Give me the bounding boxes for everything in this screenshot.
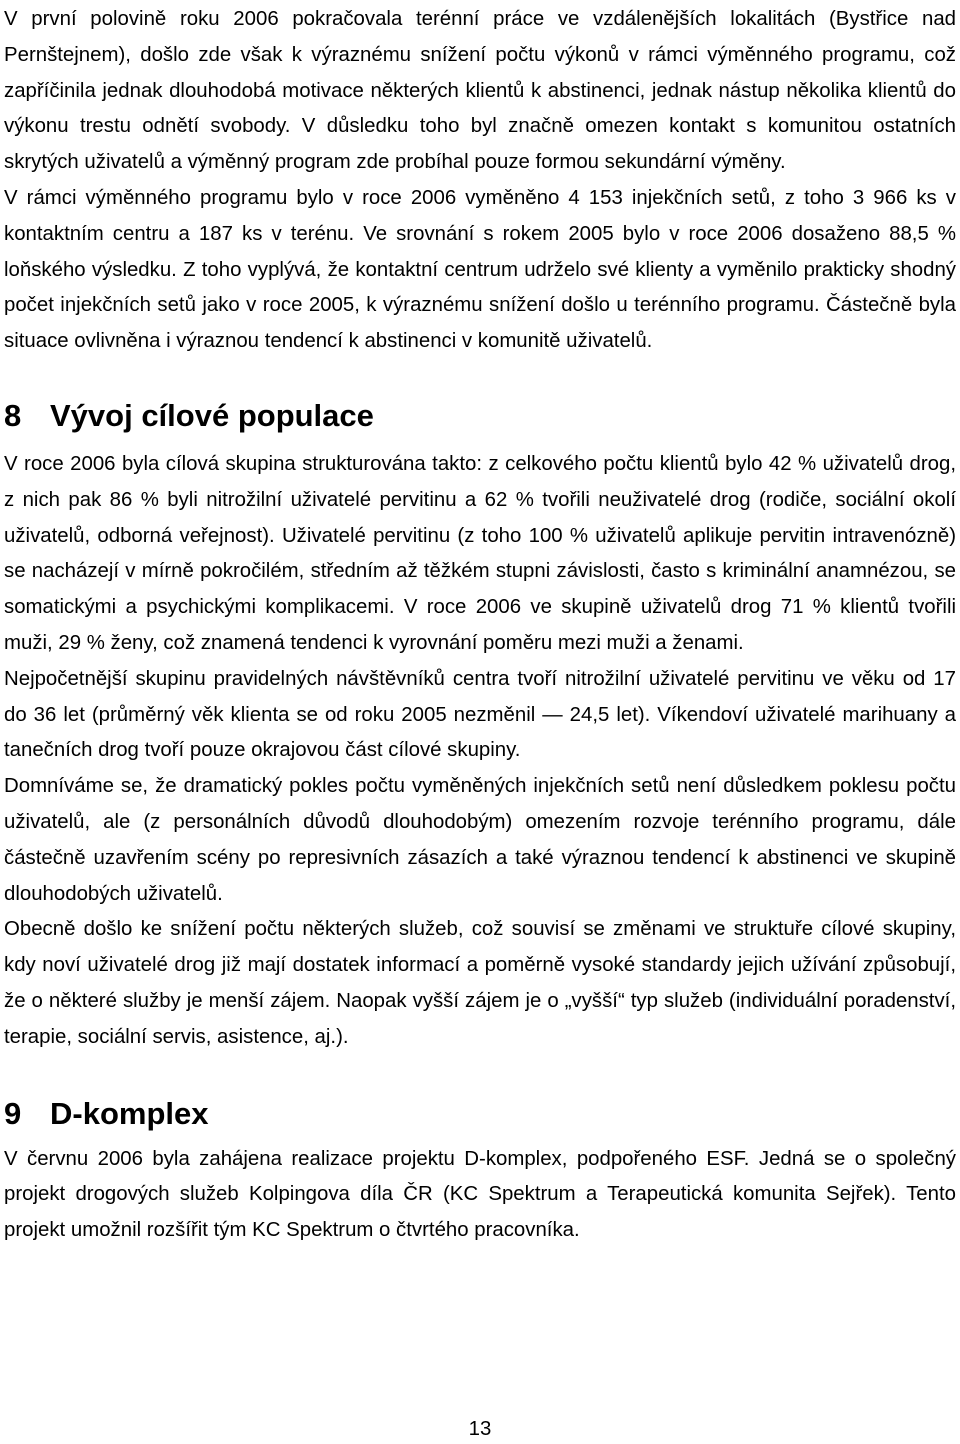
paragraph: Nejpočetnější skupinu pravidelných návštěvníků centra tvoří nitrožilní uživatelé pervitinu ve věku od 17 do 36 let (průměrný věk klienta se od roku 2005 nezměnil — 24,5 let). Víkendoví uživatelé marihuany a tanečních drog tvoří pouze okrajovou část cílové skupiny. (4, 667, 956, 762)
document-page (4, 0, 956, 1249)
section-title: D-komplex (50, 1095, 209, 1131)
paragraph: Domníváme se, že dramatický pokles počtu vyměněných injekčních setů není důsledkem poklesu počtu uživatelů, ale (z personálních důvodů dlouhodobým) omezením rozvoje terénního programu, dále částečně uzavřením scény po represivních zásazích a také výraznou tendencí k abstinenci ve skupině dlouhodobých uživatelů. (4, 775, 956, 905)
page-number: 13 (468, 1418, 492, 1440)
section-heading (4, 398, 956, 434)
paragraph: V roce 2006 byla cílová skupina strukturována takto: z celkového počtu klientů bylo 42 % uživatelů drog, z nich pak 86 % byli nitrožilní uživatelé pervitinu a 62 % tvořili neuživatelé drog (rodiče, sociální okolí uživatelů, odborná veřejnost). Uživatelé pervitinu (z toho 100 % uživatelů aplikuje pervitin intravenózně) se nacházejí v mírně pokročilém, středním až těžkém stupni závislosti, často s kriminální anamnézou, se somatickými a psychickými komplikacemi. V roce 2006 ve skupině uživatelů drog 71 % klientů tvořili muži, 29 % ženy, což znamená tendenci k vyrovnání poměru mezi muži a ženami. (4, 452, 956, 654)
section-heading (4, 1096, 956, 1132)
paragraph: Obecně došlo ke snížení počtu některých služeb, což souvisí se změnami ve struktuře cílové skupiny, kdy noví uživatelé drog již mají dostatek informací a poměrně vysoké standardy jejich užívání způsobují, že o některé služby je menší zájem. Naopak vyšší zájem je o „vyšší“ typ služeb (individuální poradenství, terapie, sociální servis, asistence, aj.). (4, 918, 956, 1048)
section-number: 8 (4, 397, 22, 433)
section-title: Vývoj cílové populace (50, 397, 374, 433)
paragraph: V první polovině roku 2006 pokračovala terénní práce ve vzdálenějších lokalitách (Bystřice nad Pernštejnem), došlo zde však k výraznému snížení počtu výkonů v rámci výměnného programu, což zapříčinila jednak dlouhodobá motivace některých klientů k abstinenci, jednak nástup několika klientů do výkonu trestu odnětí svobody. V důsledku toho byl značně omezen kontakt s komunitou ostatních skrytých uživatelů a výměnný program zde probíhal pouze formou sekundární výměny. (4, 8, 956, 174)
paragraph: V rámci výměnného programu bylo v roce 2006 vyměněno 4 153 injekčních setů, z toho 3 966 ks v kontaktním centru a 187 ks v terénu. Ve srovnání s rokem 2005 bylo v roce 2006 dosaženo 88,5 % loňského výsledku. Z toho vyplývá, že kontaktní centrum udrželo své klienty a vyměnilo prakticky shodný počet injekčních setů jako v roce 2005, k výraznému snížení došlo u terénního programu. Částečně byla situace ovlivněna i výraznou tendencí k abstinenci v komunitě uživatelů. (4, 186, 956, 353)
paragraph: V červnu 2006 byla zahájena realizace projektu D-komplex, podpořeného ESF. Jedná se o společný projekt drogových služeb Kolpingova díla ČR (KC Spektrum a Terapeutická komunita Sejřek). Tento projekt umožnil rozšířit tým KC Spektrum o čtvrtého pracovníka. (4, 1147, 956, 1242)
section-number: 9 (4, 1095, 22, 1131)
